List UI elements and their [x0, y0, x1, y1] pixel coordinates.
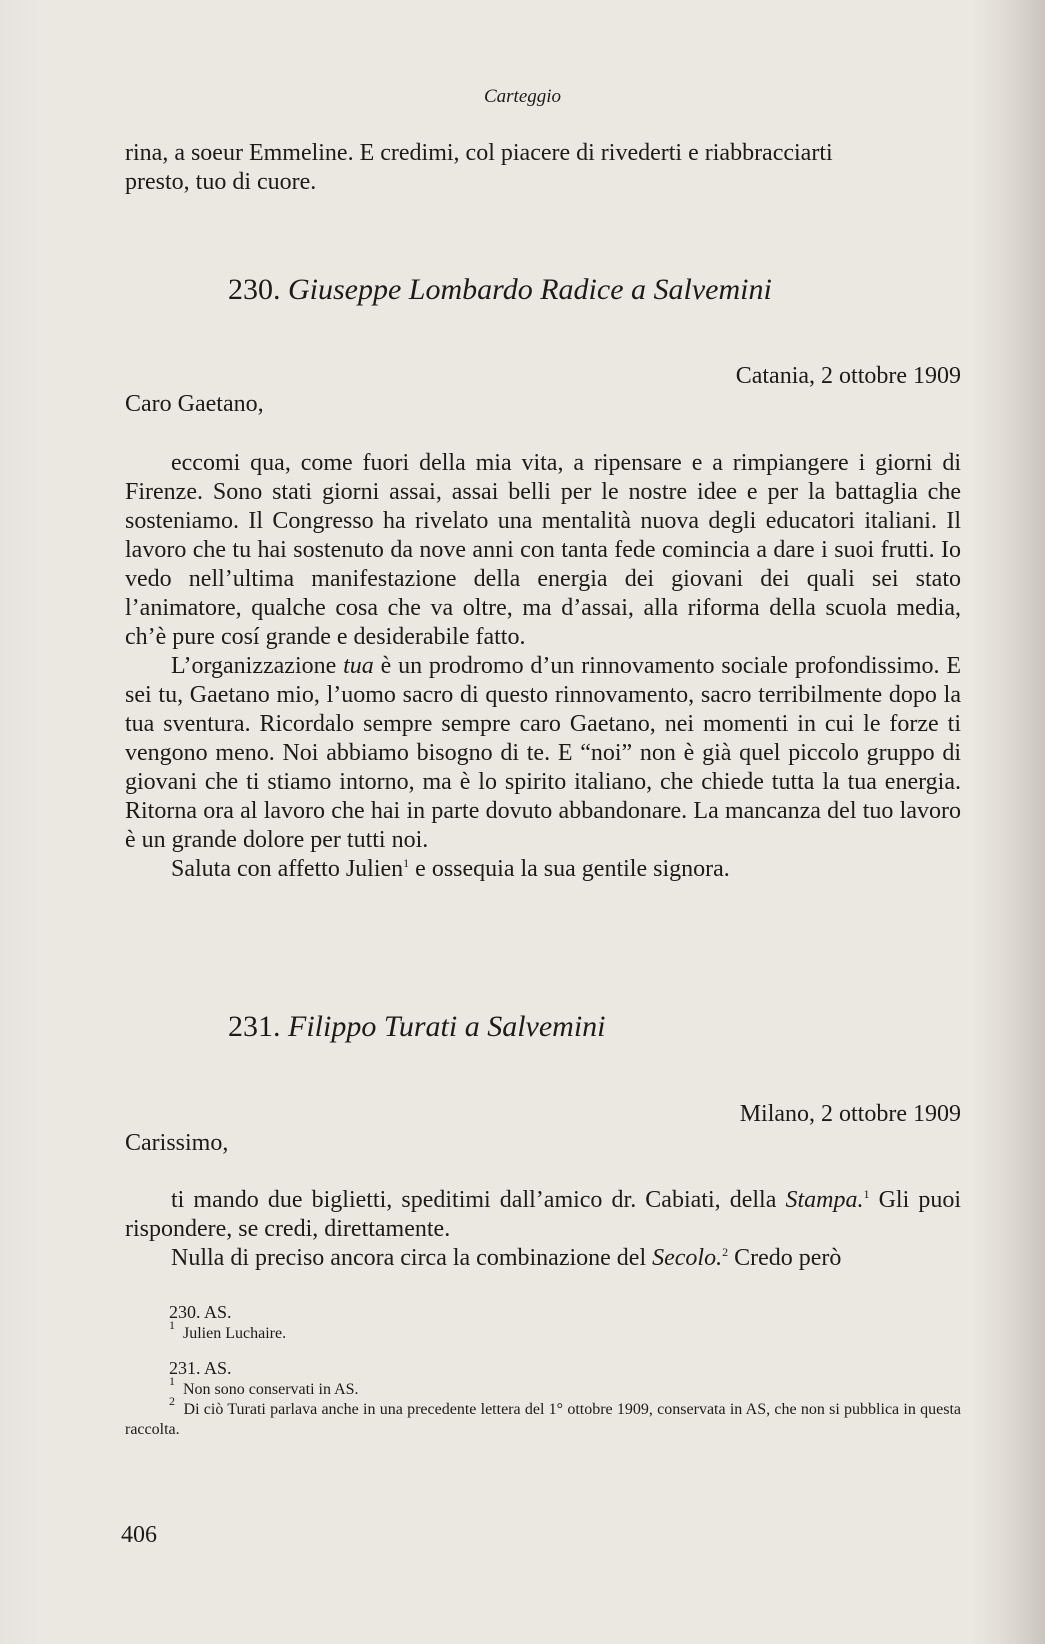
footnote-number: 1 [169, 1374, 175, 1388]
text-run: Credo però [728, 1245, 842, 1271]
letter-heading [228, 273, 772, 307]
footnote-text: Non sono conservati in AS. [183, 1381, 359, 1398]
letter-number: 231. [228, 1010, 281, 1043]
text-line: presto, tuo di cuore. [125, 169, 317, 195]
footnote-text: Julien Luchaire. [183, 1325, 287, 1342]
letter-heading [228, 1010, 606, 1044]
note-heading: 230. AS. [169, 1302, 232, 1322]
emphasis: Stampa. [785, 1187, 864, 1213]
running-head: Carteggio [483, 86, 562, 107]
text-run: e ossequia la sua gentile signora. [409, 856, 730, 882]
letter-title: Giuseppe Lombardo Radice a Salvemini [288, 273, 772, 306]
letter-body [125, 1186, 961, 1273]
footnote [125, 1374, 961, 1400]
text-run: Gli puoi rispondere, se credi, direttamente. [125, 1187, 962, 1242]
footnote-text: Di ciò Turati parlava anche in una precedente lettera del 1° ottobre 1909, conservata in AS, che non si pubblica in questa raccolta. [125, 1401, 961, 1438]
emphasis: tua [343, 653, 374, 679]
salutation: Caro Gaetano, [125, 391, 264, 417]
footnote [125, 1318, 961, 1344]
footnote-number: 2 [169, 1394, 175, 1408]
letter-body [125, 449, 961, 884]
footnote-ref: 1 [863, 1187, 870, 1201]
text-run: ti mando due biglietti, speditimi dall’amico dr. Cabiati, della [171, 1187, 786, 1213]
footnote [125, 1394, 961, 1440]
text-run: Nulla di preciso ancora circa la combinazione del [171, 1245, 653, 1271]
paragraph [125, 855, 961, 884]
place-date: Milano, 2 ottobre 1909 [739, 1101, 961, 1127]
footnotes [125, 1302, 961, 1440]
text-line: rina, a soeur Emmeline. E credimi, col piacere di rivederti e riabbracciarti [125, 140, 833, 166]
letter-title: Filippo Turati a Salvemini [288, 1010, 606, 1043]
paragraph [125, 652, 961, 855]
salutation: Carissimo, [125, 1130, 229, 1156]
letter-number: 230. [228, 273, 281, 306]
paragraph [125, 1186, 961, 1244]
text-run: Saluta con affetto Julien [171, 856, 404, 882]
footnote-number: 1 [169, 1318, 175, 1332]
paragraph [125, 1244, 961, 1273]
place-date: Catania, 2 ottobre 1909 [735, 363, 961, 389]
previous-letter-closing [125, 139, 961, 197]
text-run: L’organizzazione [171, 653, 344, 679]
note-heading: 231. AS. [169, 1358, 232, 1378]
text-run: è un prodromo d’un rinnovamento sociale profondissimo. E sei tu, Gaetano mio, l’uomo sacro di questo rinnovamento, sacro terribilmente dopo la tua sventura. Ricordalo sempre sempre caro Gaetano, nei momenti in cui le forze ti vengono meno. Noi abbiamo bisogno di te. E “noi” non è già quel piccolo gruppo di giovani che ti stiamo intorno, ma è lo spirito italiano, che chiede tutta la tua energia. Ritorna ora al lavoro che hai in parte dovuto abbandonare. La mancanza del tuo lavoro è un grande dolore per tutti noi. [125, 653, 961, 853]
page-number: 406 [121, 1522, 157, 1548]
emphasis: Secolo. [652, 1245, 723, 1271]
footnote-ref: 2 [722, 1245, 729, 1259]
paragraph: eccomi qua, come fuori della mia vita, a ripensare e a rimpiangere i giorni di Firenze. Sono stati giorni assai, assai belli per le nostre idee e per la battaglia che sosteniamo. Il Congresso ha rivelato una mentalità nuova degli educatori italiani. Il lavoro che tu hai sostenuto da nove anni con tanta fede comincia a dare i suoi frutti. Io vedo nell’ultima manifestazione della energia dei giovani dei quali sei stato l’animatore, qualche cosa che va oltre, ma d’assai, alla riforma della scuola media, ch’è pure cosí grande e desiderabile fatto. [125, 450, 961, 650]
footnote-ref: 1 [403, 856, 410, 870]
